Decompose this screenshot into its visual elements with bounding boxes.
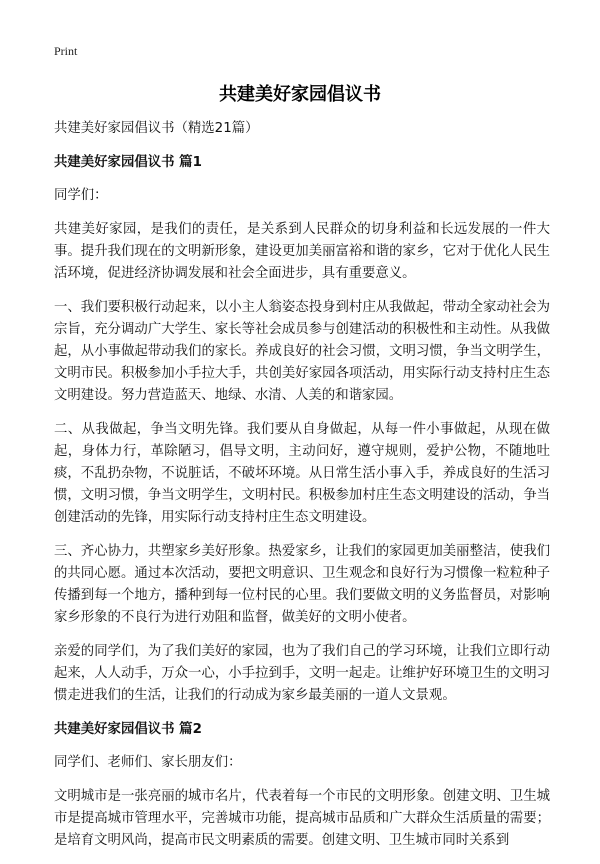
section-2-greeting: 同学们、老师们、家长朋友们： [54,755,242,770]
section-heading-1: 共建美好家园倡议书 篇1 [54,155,202,170]
section-1-greeting: 同学们： [54,188,108,203]
document-body [54,118,550,864]
section-1-paragraph: 共建美好家园，是我们的责任，是关系到人民群众的切身利益和长远发展的一件大事。提升我们现在的文明新形象，建设更加美丽富裕和谐的家乡，它对于优化人民生活环境，促进经济协调发展和社会全面进步，具有重要意义。 [54,222,550,281]
section-1-paragraph: 二、从我做起，争当文明先锋。我们要从自身做起，从每一件小事做起，从现在做起，身体力行，革除陋习，倡导文明，主动问好，遵守规则，爱护公物，不随地吐痰，不乱扔杂物，不说脏话，不破坏环境。从日常生活小事入手，养成良好的生活习惯，文明习惯，争当文明学生，文明村民。积极参加村庄生态文明建设的活动，争当创建活动的先锋，用实际行动支持村庄生态文明建设。 [54,422,550,525]
section-2-paragraph: 文明城市是一张亮丽的城市名片，代表着每一个市民的文明形象。创建文明、卫生城市是提高城市管理水平，完善城市功能，提高城市品质和广大群众生活质量的需要；是培育文明风尚，提高市民文明素质的需要。创建文明、卫生城市同时关系到 [54,789,550,848]
document-subtitle: 共建美好家园倡议书（精选21篇） [54,121,259,136]
page-title: 共建美好家园倡议书 [219,84,381,105]
section-1-paragraph: 亲爱的同学们，为了我们美好的家园，也为了我们自己的学习环境，让我们立即行动起来，人人动手，万众一心，小手拉到手，文明一起走。让维护好环境卫生的文明习惯走进我们的生活，让我们的行动成为家乡最美丽的一道人文景观。 [54,644,550,703]
print-link[interactable]: Print [54,44,78,58]
section-1-paragraph: 三、齐心协力，共塑家乡美好形象。热爱家乡，让我们的家园更加美丽整洁，使我们的共同心愿。通过本次活动，要把文明意识、卫生观念和良好行为习惯像一粒粒种子传播到每一个地方，播种到每一位村民的心里。我们要做文明的义务监督员，对影响家乡形象的不良行为进行劝阻和监督，做美好的文明小使者。 [54,544,550,625]
section-heading-2: 共建美好家园倡议书 篇2 [54,722,202,737]
section-1-paragraph: 一、我们要积极行动起来，以小主人翁姿态投身到村庄从我做起，带动全家动社会为宗旨，充分调动广大学生、家长等社会成员参与创建活动的积极性和主动性。从我做起，从小事做起带动我们的家长。养成良好的社会习惯，文明习惯，争当文明学生，文明市民。积极参加小手拉大手，共创美好家园各项活动，用实际行动支持村庄生态文明建设。努力营造蓝天、地绿、水清、人美的和谐家园。 [54,300,550,403]
